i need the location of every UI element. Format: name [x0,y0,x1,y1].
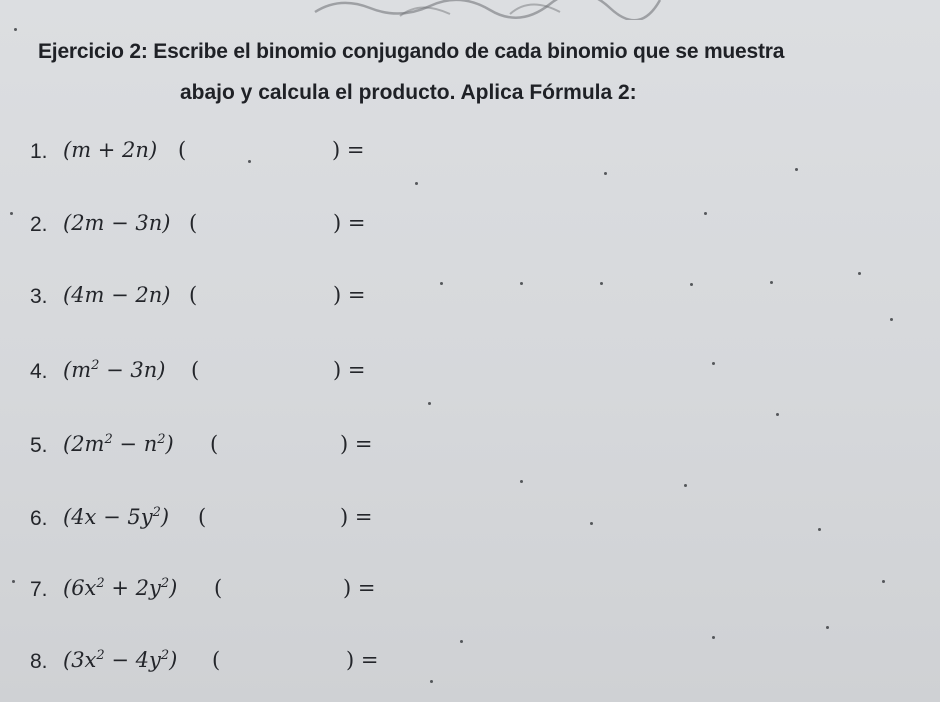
pencil-dot [590,522,593,525]
pencil-dot [428,402,431,405]
exercise-row-5 [30,428,450,468]
close-paren-equals: ) = [340,505,373,529]
exercise-row-8 [30,644,450,684]
handwritten-scribble [310,0,670,20]
open-paren: ( [214,576,223,600]
pencil-dot [415,182,418,185]
exercise-number: 6. [30,507,48,530]
open-paren: ( [189,283,198,307]
pencil-dot [14,28,17,31]
conjugate-answer-blank[interactable] [212,513,340,535]
exercise-row-4 [30,354,450,394]
pencil-dot [776,413,779,416]
exercise-row-7 [30,572,450,612]
conjugate-answer-blank[interactable] [192,146,332,168]
pencil-dot [690,283,693,286]
pencil-dot [858,272,861,275]
close-paren-equals: ) = [333,358,366,382]
pencil-dot [10,212,13,215]
exercise-instructions: abajo y calcula el producto. Aplica Fórmula 2: [180,81,637,104]
pencil-dot [770,281,773,284]
pencil-dot [890,318,893,321]
pencil-dot [684,484,687,487]
pencil-dot [520,480,523,483]
pencil-dot [818,528,821,531]
exercise-number: 7. [30,578,48,601]
close-paren-equals: ) = [333,211,366,235]
binomial: (4m − 2n) [63,283,171,307]
exercise-number: 8. [30,650,48,673]
exercise-row-6 [30,501,450,541]
binomial: $(3x^2 - 4y^2)$ [63,648,178,672]
pencil-dot [520,282,523,285]
exercise-number: 5. [30,434,48,457]
pencil-dot [430,680,433,683]
close-paren-equals: ) = [340,432,373,456]
exercise-title: Ejercicio 2: Escribe el binomio conjugando de cada binomio que se muestra [38,40,785,63]
pencil-dot [712,636,715,639]
pencil-dot [460,640,463,643]
pencil-dot [604,172,607,175]
exercise-number: 3. [30,285,48,308]
binomial: $(6x^2 + 2y^2)$ [63,576,178,600]
pencil-dot [826,626,829,629]
conjugate-answer-blank[interactable] [203,219,333,241]
conjugate-answer-blank[interactable] [203,291,333,313]
close-paren-equals: ) = [333,283,366,307]
binomial: $(2m^2 - n^2)$ [63,432,174,456]
open-paren: ( [198,505,207,529]
open-paren: ( [191,358,200,382]
conjugate-answer-blank[interactable] [205,366,333,388]
binomial: $(4x - 5y^2)$ [63,505,170,529]
conjugate-answer-blank[interactable] [226,656,346,678]
pencil-dot [600,282,603,285]
close-paren-equals: ) = [346,648,379,672]
binomial: (2m − 3n) [63,211,171,235]
open-paren: ( [210,432,219,456]
conjugate-answer-blank[interactable] [224,440,340,462]
open-paren: ( [189,211,198,235]
open-paren: ( [178,138,187,162]
exercise-row-2 [30,207,450,247]
close-paren-equals: ) = [343,576,376,600]
open-paren: ( [212,648,221,672]
pencil-dot [248,160,251,163]
pencil-dot [795,168,798,171]
exercise-row-1 [30,134,450,174]
pencil-dot [12,580,15,583]
binomial: $(m^2 - 3n)$ [63,358,166,382]
pencil-dot [882,580,885,583]
exercise-number: 1. [30,140,48,163]
pencil-dot [440,282,443,285]
pencil-dot [712,362,715,365]
close-paren-equals: ) = [332,138,365,162]
exercise-number: 2. [30,213,48,236]
binomial: (m + 2n) [63,138,158,162]
exercise-number: 4. [30,360,48,383]
exercise-row-3 [30,279,450,319]
pencil-dot [704,212,707,215]
conjugate-answer-blank[interactable] [228,584,343,606]
